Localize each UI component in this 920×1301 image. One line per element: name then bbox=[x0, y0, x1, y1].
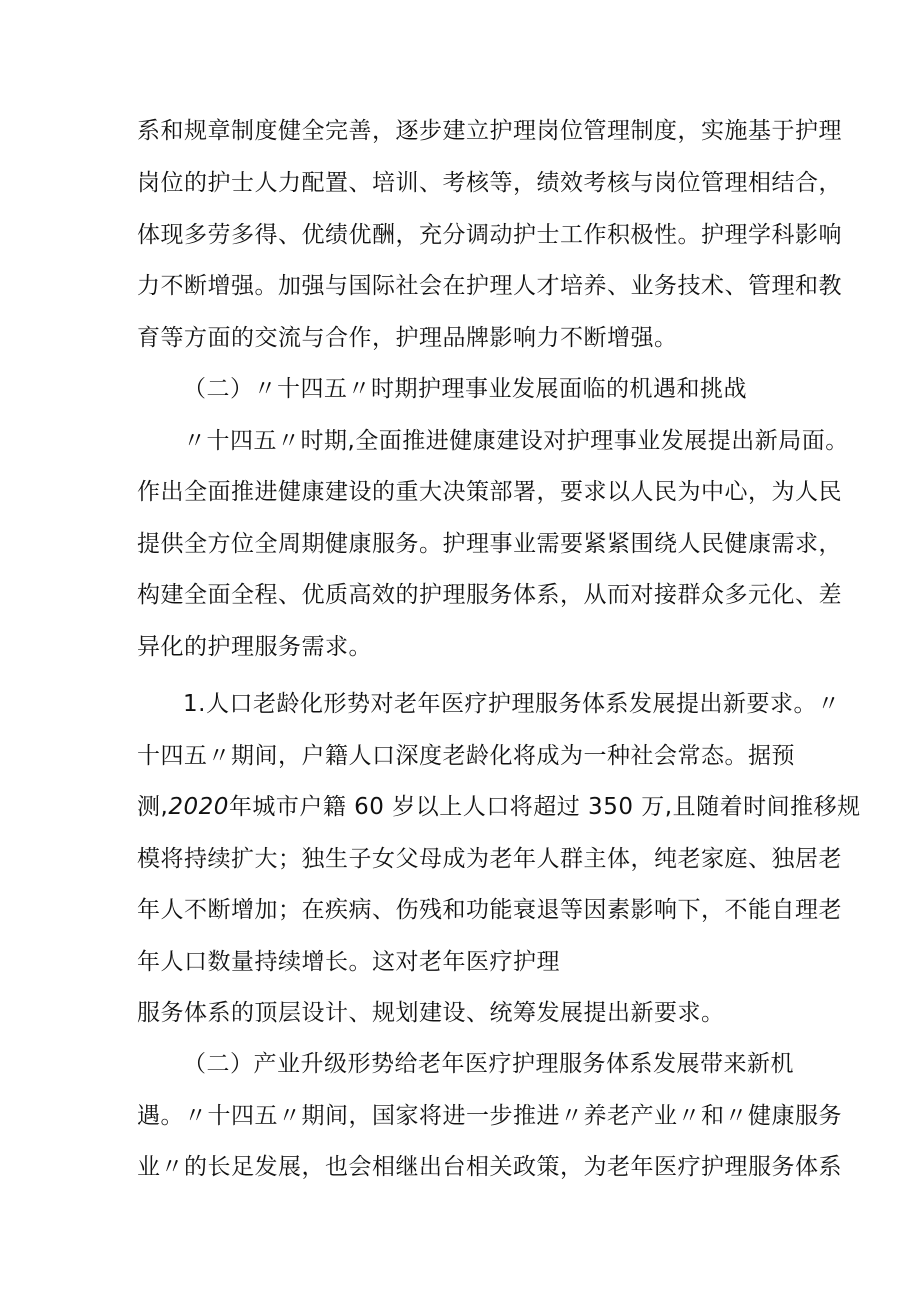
paragraph-line: 系和规章制度健全完善，逐步建立护理岗位管理制度，实施基于护理 bbox=[137, 118, 842, 144]
section-heading: （二）〃十四五〃时期护理事业发展面临的机遇和挑战 bbox=[183, 376, 747, 402]
paragraph-line: 构建全面全程、优质高效的护理服务体系，从而对接群众多元化、差 bbox=[137, 582, 842, 608]
paragraph-line: 1.人口老龄化形势对老年医疗护理服务体系发展提出新要求。〃 bbox=[183, 691, 841, 717]
paragraph-line: 作出全面推进健康建设的重大决策部署，要求以人民为中心，为人民 bbox=[137, 479, 842, 505]
paragraph-line: 提供全方位全周期健康服务。护理事业需要紧紧围绕人民健康需求， bbox=[137, 531, 842, 557]
paragraph-line: 年人口数量持续增长。这对老年医疗护理 bbox=[137, 949, 560, 975]
paragraph-line: 异化的护理服务需求。 bbox=[137, 634, 372, 660]
paragraph-line: 〃十四五〃时期,全面推进健康建设对护理事业发展提出新局面。 bbox=[183, 428, 849, 454]
paragraph-line: 十四五〃期间，户籍人口深度老龄化将成为一种社会常态。据预 bbox=[137, 743, 795, 769]
paragraph-line: （二）产业升级形势给老年医疗护理服务体系发展带来新机 bbox=[183, 1051, 794, 1077]
year-number: 2020 bbox=[168, 794, 229, 820]
paragraph-line: 力不断增强。加强与国际社会在护理人才培养、业务技术、管理和教 bbox=[137, 273, 842, 299]
paragraph-line bbox=[137, 792, 861, 822]
paragraph-line: 业〃的长足发展，也会相继出台相关政策，为老年医疗护理服务体系 bbox=[137, 1154, 842, 1180]
paragraph-line: 服务体系的顶层设计、规划建设、统筹发展提出新要求。 bbox=[137, 1000, 725, 1026]
paragraph-line: 育等方面的交流与合作，护理品牌影响力不断增强。 bbox=[137, 325, 678, 351]
line-prefix: 测, bbox=[137, 794, 169, 820]
paragraph-line: 岗位的护士人力配置、培训、考核等，绩效考核与岗位管理相结合， bbox=[137, 170, 842, 196]
paragraph-line: 遇。〃十四五〃期间，国家将进一步推进〃养老产业〃和〃健康服务 bbox=[137, 1103, 842, 1129]
paragraph-line: 体现多劳多得、优绩优酬，充分调动护士工作积极性。护理学科影响 bbox=[137, 222, 842, 248]
paragraph-line: 年人不断增加；在疾病、伤残和功能衰退等因素影响下，不能自理老 bbox=[137, 897, 842, 923]
line-rest: 年城市户籍 60 岁以上人口将超过 350 万,且随着时间推移规 bbox=[228, 794, 861, 820]
paragraph-line: 模将持续扩大；独生子女父母成为老年人群主体，纯老家庭、独居老 bbox=[137, 846, 842, 872]
